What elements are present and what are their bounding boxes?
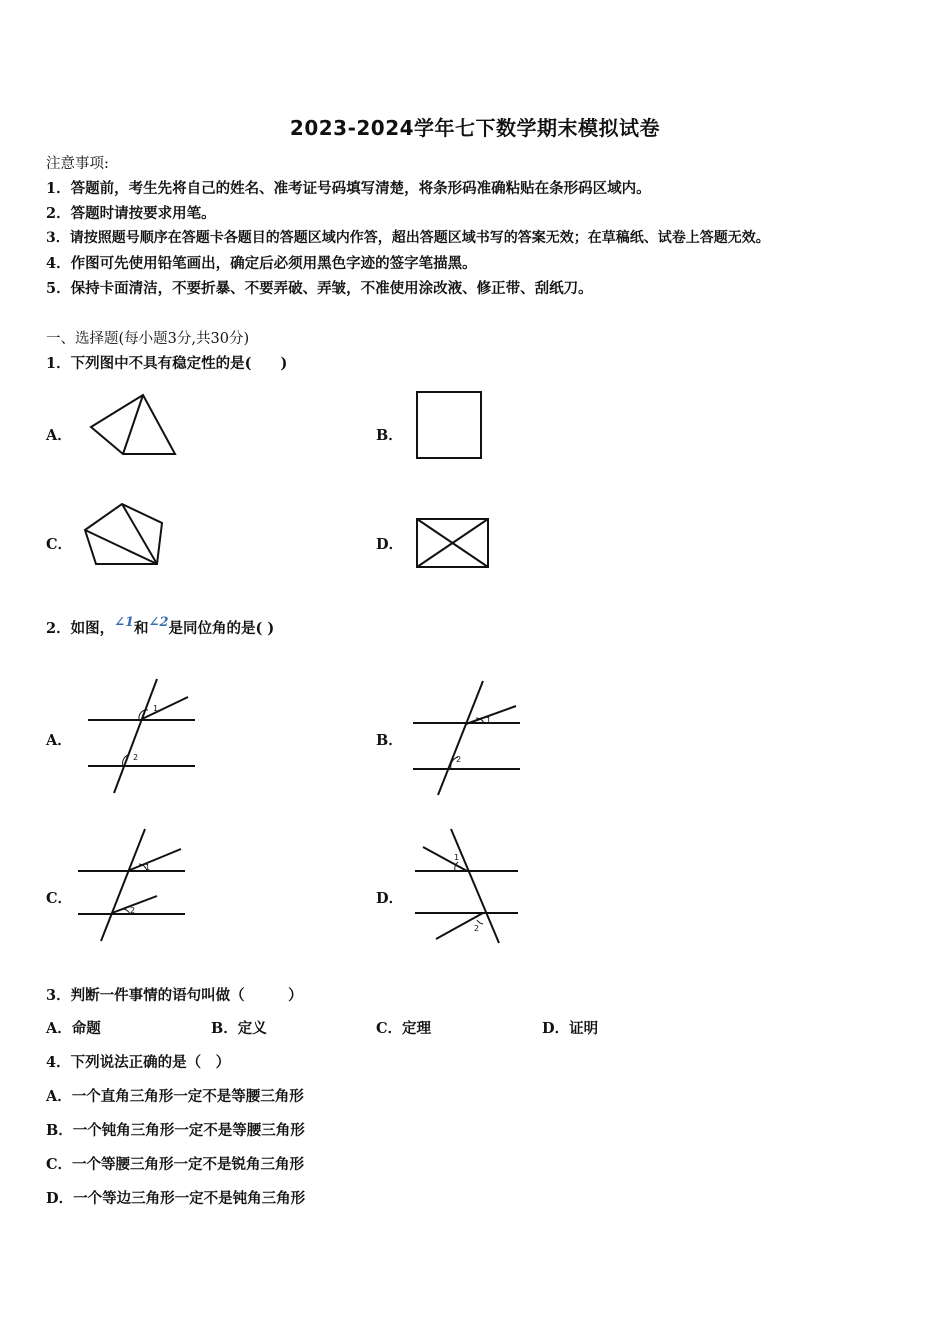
q1-option-c-label[interactable]: C．: [46, 536, 73, 553]
q2-stem-suffix: 是同位角的是( ): [168, 620, 275, 637]
angle-label-2: 2: [130, 906, 136, 915]
question-1-stem: 1．下列图中不具有稳定性的是( ): [46, 355, 288, 372]
q4-option-b[interactable]: B．一个钝角三角形一定不是等腰三角形: [46, 1122, 305, 1139]
q3-option-d[interactable]: D．证明: [542, 1020, 599, 1037]
q2-figure-d: [410, 825, 525, 950]
q2-option-c-label[interactable]: C．: [46, 890, 73, 907]
angle-label-2: 2: [133, 753, 139, 762]
angle-label-2: 2: [456, 755, 462, 764]
notice-item: 3．请按照题号顺序在答题卡各题目的答题区域内作答，超出答题区域书写的答案无效；在草稿纸、试卷上答题无效。: [46, 230, 770, 246]
page-title: 2023-2024学年七下数学期末模拟试卷: [289, 116, 661, 140]
angle-label-1: 1: [153, 704, 159, 713]
q2-figure-b: [410, 675, 525, 800]
angle-label-2: 2: [474, 924, 480, 933]
q1-figure-c: [80, 500, 170, 570]
q2-figure-a: [85, 675, 200, 800]
angle-1-symbol: ∠1: [114, 615, 135, 630]
square-shape: [417, 392, 481, 458]
q1-figure-a: [85, 390, 185, 460]
q3-option-c[interactable]: C．定理: [376, 1020, 432, 1037]
section-heading: 一、选择题(每小题3分,共30分): [46, 331, 250, 347]
q1-figure-b: [413, 390, 488, 465]
q1-option-a-label[interactable]: A．: [46, 427, 72, 444]
q3-option-a[interactable]: A．命题: [46, 1020, 101, 1037]
question-2-stem: [46, 617, 274, 638]
question-4-stem: 4．下列说法正确的是（ ）: [46, 1054, 231, 1071]
q2-figure-c: [75, 825, 190, 945]
q2-stem-prefix: 2．如图，: [46, 620, 115, 637]
q2-option-b-label[interactable]: B．: [376, 732, 403, 749]
pentagon-with-diagonals: [85, 504, 162, 564]
q1-option-d-label[interactable]: D．: [376, 536, 404, 553]
question-3-stem: 3．判断一件事情的语句叫做（ ）: [46, 987, 303, 1004]
q4-option-a[interactable]: A．一个直角三角形一定不是等腰三角形: [46, 1088, 304, 1105]
q4-option-d[interactable]: D．一个等边三角形一定不是钝角三角形: [46, 1190, 306, 1207]
q2-option-a-label[interactable]: A．: [46, 732, 72, 749]
notice-item: 1．答题前，考生先将自己的姓名、准考证号码填写清楚，将条形码准确粘贴在条形码区域内。: [46, 180, 651, 197]
q2-and: 和: [134, 620, 149, 637]
notice-item: 5．保持卡面清洁，不要折暴、不要弄破、弄皱，不准使用涂改液、修正带、刮纸刀。: [46, 280, 593, 297]
angle-2-symbol: ∠2: [148, 615, 169, 630]
angle-label-1: 1: [454, 853, 460, 862]
q1-figure-d: [413, 515, 493, 571]
notice-heading: 注意事项:: [46, 156, 109, 172]
q1-option-b-label[interactable]: B．: [376, 427, 403, 444]
notice-item: 2．答题时请按要求用笔。: [46, 205, 216, 222]
q3-option-b[interactable]: B．定义: [211, 1020, 267, 1037]
q2-option-d-label[interactable]: D．: [376, 890, 404, 907]
angle-label-1: 1: [145, 863, 151, 872]
q4-option-c[interactable]: C．一个等腰三角形一定不是锐角三角形: [46, 1156, 305, 1173]
notice-item: 4．作图可先使用铅笔画出，确定后必须用黑色字迹的签字笔描黑。: [46, 255, 477, 272]
angle-label-1: 1: [486, 716, 492, 725]
